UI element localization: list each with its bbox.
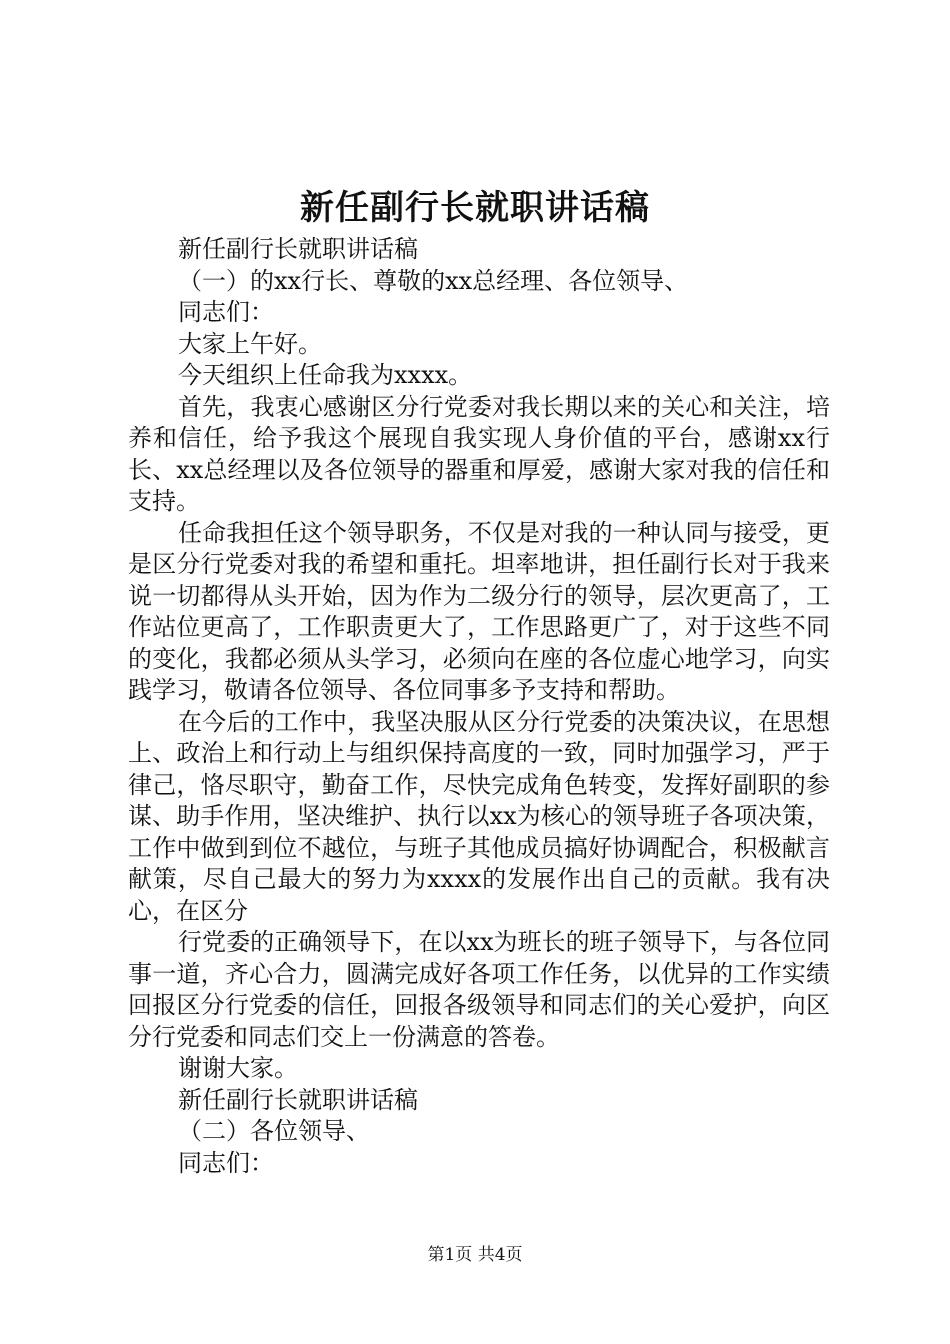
paragraph-salutation-2: 同志们： — [178, 298, 274, 326]
document-body — [128, 234, 830, 1179]
paragraph-greeting: 大家上午好。 — [178, 329, 322, 358]
paragraph-heading: 新任副行长就职讲话稿 — [178, 235, 418, 263]
paragraph-salutation-4: 同志们： — [178, 1148, 274, 1177]
page-footer: 第1页 共4页 — [427, 1245, 523, 1265]
paragraph-appointment: 今天组织上任命我为xxxx。 — [178, 361, 473, 389]
paragraph-thanks: 首先，我衷心感谢区分行党委对我长期以来的关心和关注，培养和信任，给予我这个展现自我实现人身价值的平台，感谢xx行长、xx总经理以及各位领导的器重和厚爱，感谢大家对我的信任和支持。 — [128, 392, 830, 515]
paragraph-closing: 谢谢大家。 — [178, 1054, 298, 1082]
paragraph-commitment: 在今后的工作中，我坚决服从区分行党委的决策决议，在思想上、政治上和行动上与组织保持高度的一致，同时加强学习，严于律己，恪尽职守，勤奋工作，尽快完成角色转变，发挥好副职的参谋、助手作用，坚决维护、执行以xx为核心的领导班子各项决策，工作中做到到位不越位，与班子其他成员搞好协调配合，积极献言献策，尽自己最大的努力为xxxx的发展作出自己的贡献。我有决心，在区分 — [128, 707, 830, 925]
paragraph-salutation-1: （一）的xx行长、尊敬的xx总经理、各位领导、 — [178, 266, 689, 295]
paragraph-heading-2: 新任副行长就职讲话稿 — [178, 1085, 418, 1114]
paragraph-pledge: 行党委的正确领导下，在以xx为班长的班子领导下，与各位同事一道，齐心合力，圆满完成好各项工作任务，以优异的工作实绩回报区分行党委的信任，回报各级领导和同志们的关心爱护，向区分行党委和同志们交上一份满意的答卷。 — [128, 928, 830, 1051]
document-title: 新任副行长就职讲话稿 — [300, 188, 650, 228]
paragraph-salutation-3: （二）各位领导、 — [178, 1117, 370, 1145]
paragraph-responsibility: 任命我担任这个领导职务，不仅是对我的一种认同与接受，更是区分行党委对我的希望和重托。坦率地讲，担任副行长对于我来说一切都得从头开始，因为作为二级分行的领导，层次更高了，工作站位更高了，工作职责更大了，工作思路更广了，对于这些不同的变化，我都必须从头学习，必须向在座的各位虚心地学习，向实践学习，敬请各位领导、各位同事多予支持和帮助。 — [128, 518, 830, 704]
